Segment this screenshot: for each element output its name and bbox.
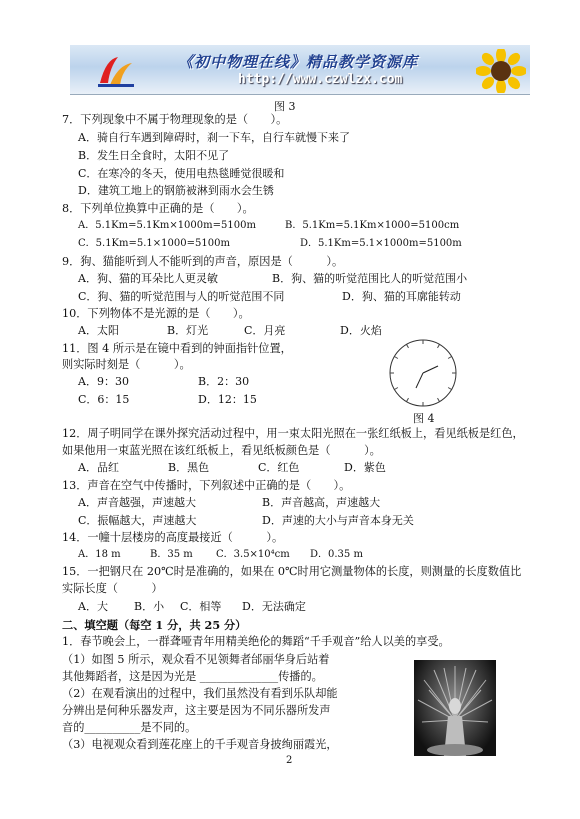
- fill-q1-part1-line1: （1）如图 5 所示，观众看不见领舞者邰丽华身后站着: [62, 653, 330, 666]
- q12-stem-line2: 如果他用一束蓝光照在该红纸板上，看见纸板颜色是（ ）。: [62, 444, 381, 457]
- q9-stem: 9．狗、猫能听到人不能听到的声音，原因是（ ）。: [62, 255, 344, 268]
- q10-option-c: C．月亮: [244, 324, 286, 337]
- figure-4-caption: 图 4: [413, 412, 435, 425]
- q8-option-a: A．5.1Km=5.1Km×1000m=5100m: [78, 220, 256, 231]
- clock-tick: [407, 344, 409, 347]
- fill-q1-part2-line2: 分辨出是何种乐器发声，这主要是因为不同乐器所发声: [62, 704, 331, 717]
- q15-option-a: A．大: [78, 600, 108, 613]
- q15-option-d: D．无法确定: [242, 600, 306, 613]
- q7-stem: 7．下列现象中不属于物理现象的是（ ）。: [62, 113, 288, 126]
- q13-option-b: B．声音越高，声速越大: [262, 496, 381, 509]
- q10-stem: 10．下列物体不是光源的是（ ）。: [62, 307, 250, 320]
- q9-option-a: A．狗、猫的耳朵比人更灵敏: [78, 272, 218, 285]
- q14-option-d: D．0.35 m: [310, 549, 363, 560]
- banner-title: 《初中物理在线》精品教学资源库: [178, 53, 419, 71]
- q9-option-b: B．狗、猫的听觉范围比人的听觉范围小: [272, 272, 468, 285]
- fill-q1-part1-line2: 其他舞蹈者，这是因为光是 ______________传播的。: [62, 670, 323, 683]
- q15-option-c: C．相等: [180, 600, 222, 613]
- thousand-hand-guanyin-photo: [414, 660, 496, 756]
- mirror-clock-figure: [388, 338, 458, 408]
- header-banner: [70, 45, 530, 95]
- q12-option-b: B．黑色: [168, 461, 210, 474]
- q12-option-a: A．品红: [78, 461, 119, 474]
- q8-stem: 8．下列单位换算中正确的是（ ）。: [62, 202, 254, 215]
- q12-stem-line1: 12．周子明同学在课外探究活动过程中，用一束太阳光照在一张红纸板上，看见纸板是红色，: [62, 427, 524, 440]
- banner-url: http://www.czwlzx.com: [238, 72, 403, 87]
- q7-option-c: C．在寒冷的冬天，使用电热毯睡觉很暖和: [78, 167, 285, 180]
- q15-option-b: B．小: [134, 600, 165, 613]
- fill-q1-part2-line1: （2）在观看演出的过程中，我们虽然没有看到乐队却能: [62, 687, 338, 700]
- q10-option-a: A．太阳: [78, 324, 119, 337]
- q15-stem-line1: 15．一把钢尺在 20℃时是准确的，如果在 0℃时用它测量物体的长度，则测量的长度数值比: [62, 565, 522, 578]
- q11-option-c: C．6：15: [78, 393, 130, 406]
- q13-stem: 13．声音在空气中传播时，下列叙述中正确的是（ ）。: [62, 479, 351, 492]
- q13-option-a: A．声音越强，声速越大: [78, 496, 196, 509]
- q13-option-d: D．声速的大小与声音本身无关: [262, 514, 414, 527]
- q8-option-b: B．5.1Km=5.1Km×1000=5100cm: [285, 220, 460, 231]
- q14-option-b: B．35 m: [150, 549, 193, 560]
- q10-option-d: D．火焰: [340, 324, 382, 337]
- q11-option-b: B．2：30: [198, 375, 250, 388]
- page-number: 2: [286, 755, 293, 766]
- q7-option-a: A．骑自行车遇到障碍时，刹一下车，自行车就慢下来了: [78, 131, 350, 144]
- q11-stem-line1: 11．图 4 所示是在镜中看到的钟面指针位置，: [62, 342, 292, 355]
- clock-tick: [394, 357, 397, 359]
- q12-option-c: C．红色: [258, 461, 300, 474]
- clock-tick: [438, 344, 440, 347]
- q14-option-a: A．18 m: [78, 549, 121, 560]
- site-logo-icon: [96, 53, 136, 89]
- dancers-illustration-icon: [414, 660, 496, 756]
- q10-option-b: B．灯光: [167, 324, 209, 337]
- sunflower-icon: [476, 49, 526, 93]
- clock-tick: [438, 398, 440, 401]
- q14-option-c: C．3.5×10⁴cm: [216, 549, 290, 560]
- q11-stem-line2: 则实际时刻是（ ）。: [62, 358, 191, 371]
- clock-tick: [407, 398, 409, 401]
- q12-option-d: D．紫色: [344, 461, 386, 474]
- section-2-heading: 二、填空题（每空 1 分，共 25 分）: [62, 618, 247, 632]
- q7-option-d: D．建筑工地上的钢筋被淋到雨水会生锈: [78, 184, 274, 197]
- q8-option-c: C．5.1Km=5.1×1000=5100m: [78, 238, 230, 249]
- clock-tick: [448, 357, 451, 359]
- q9-option-c: C．狗、猫的听觉范围与人的听觉范围不同: [78, 290, 285, 303]
- q7-option-b: B．发生日全食时，太阳不见了: [78, 149, 230, 162]
- clock-tick: [394, 388, 397, 390]
- q13-option-c: C．振幅越大，声速越大: [78, 514, 197, 527]
- q14-stem: 14．一幢十层楼房的高度最接近（ ）。: [62, 531, 284, 544]
- figure-3-caption: 图 3: [274, 100, 296, 113]
- q11-option-a: A．9：30: [78, 375, 129, 388]
- clock-tick: [448, 388, 451, 390]
- fill-q1-part3-line1: （3）电视观众看到莲花座上的千手观音身披绚丽霞光，: [62, 738, 338, 751]
- fill-q1-part2-line3: 音的__________是不同的。: [62, 721, 197, 734]
- q15-stem-line2: 实际长度（ ）: [62, 582, 163, 595]
- fill-q1-stem: 1．春节晚会上，一群聋哑青年用精美绝伦的舞蹈“千手观音”给人以美的享受。: [62, 635, 450, 648]
- q11-option-d: D．12：15: [198, 393, 257, 406]
- q8-option-d: D．5.1Km=5.1×1000m=5100m: [300, 238, 462, 249]
- q9-option-d: D．狗、猫的耳廓能转动: [342, 290, 461, 303]
